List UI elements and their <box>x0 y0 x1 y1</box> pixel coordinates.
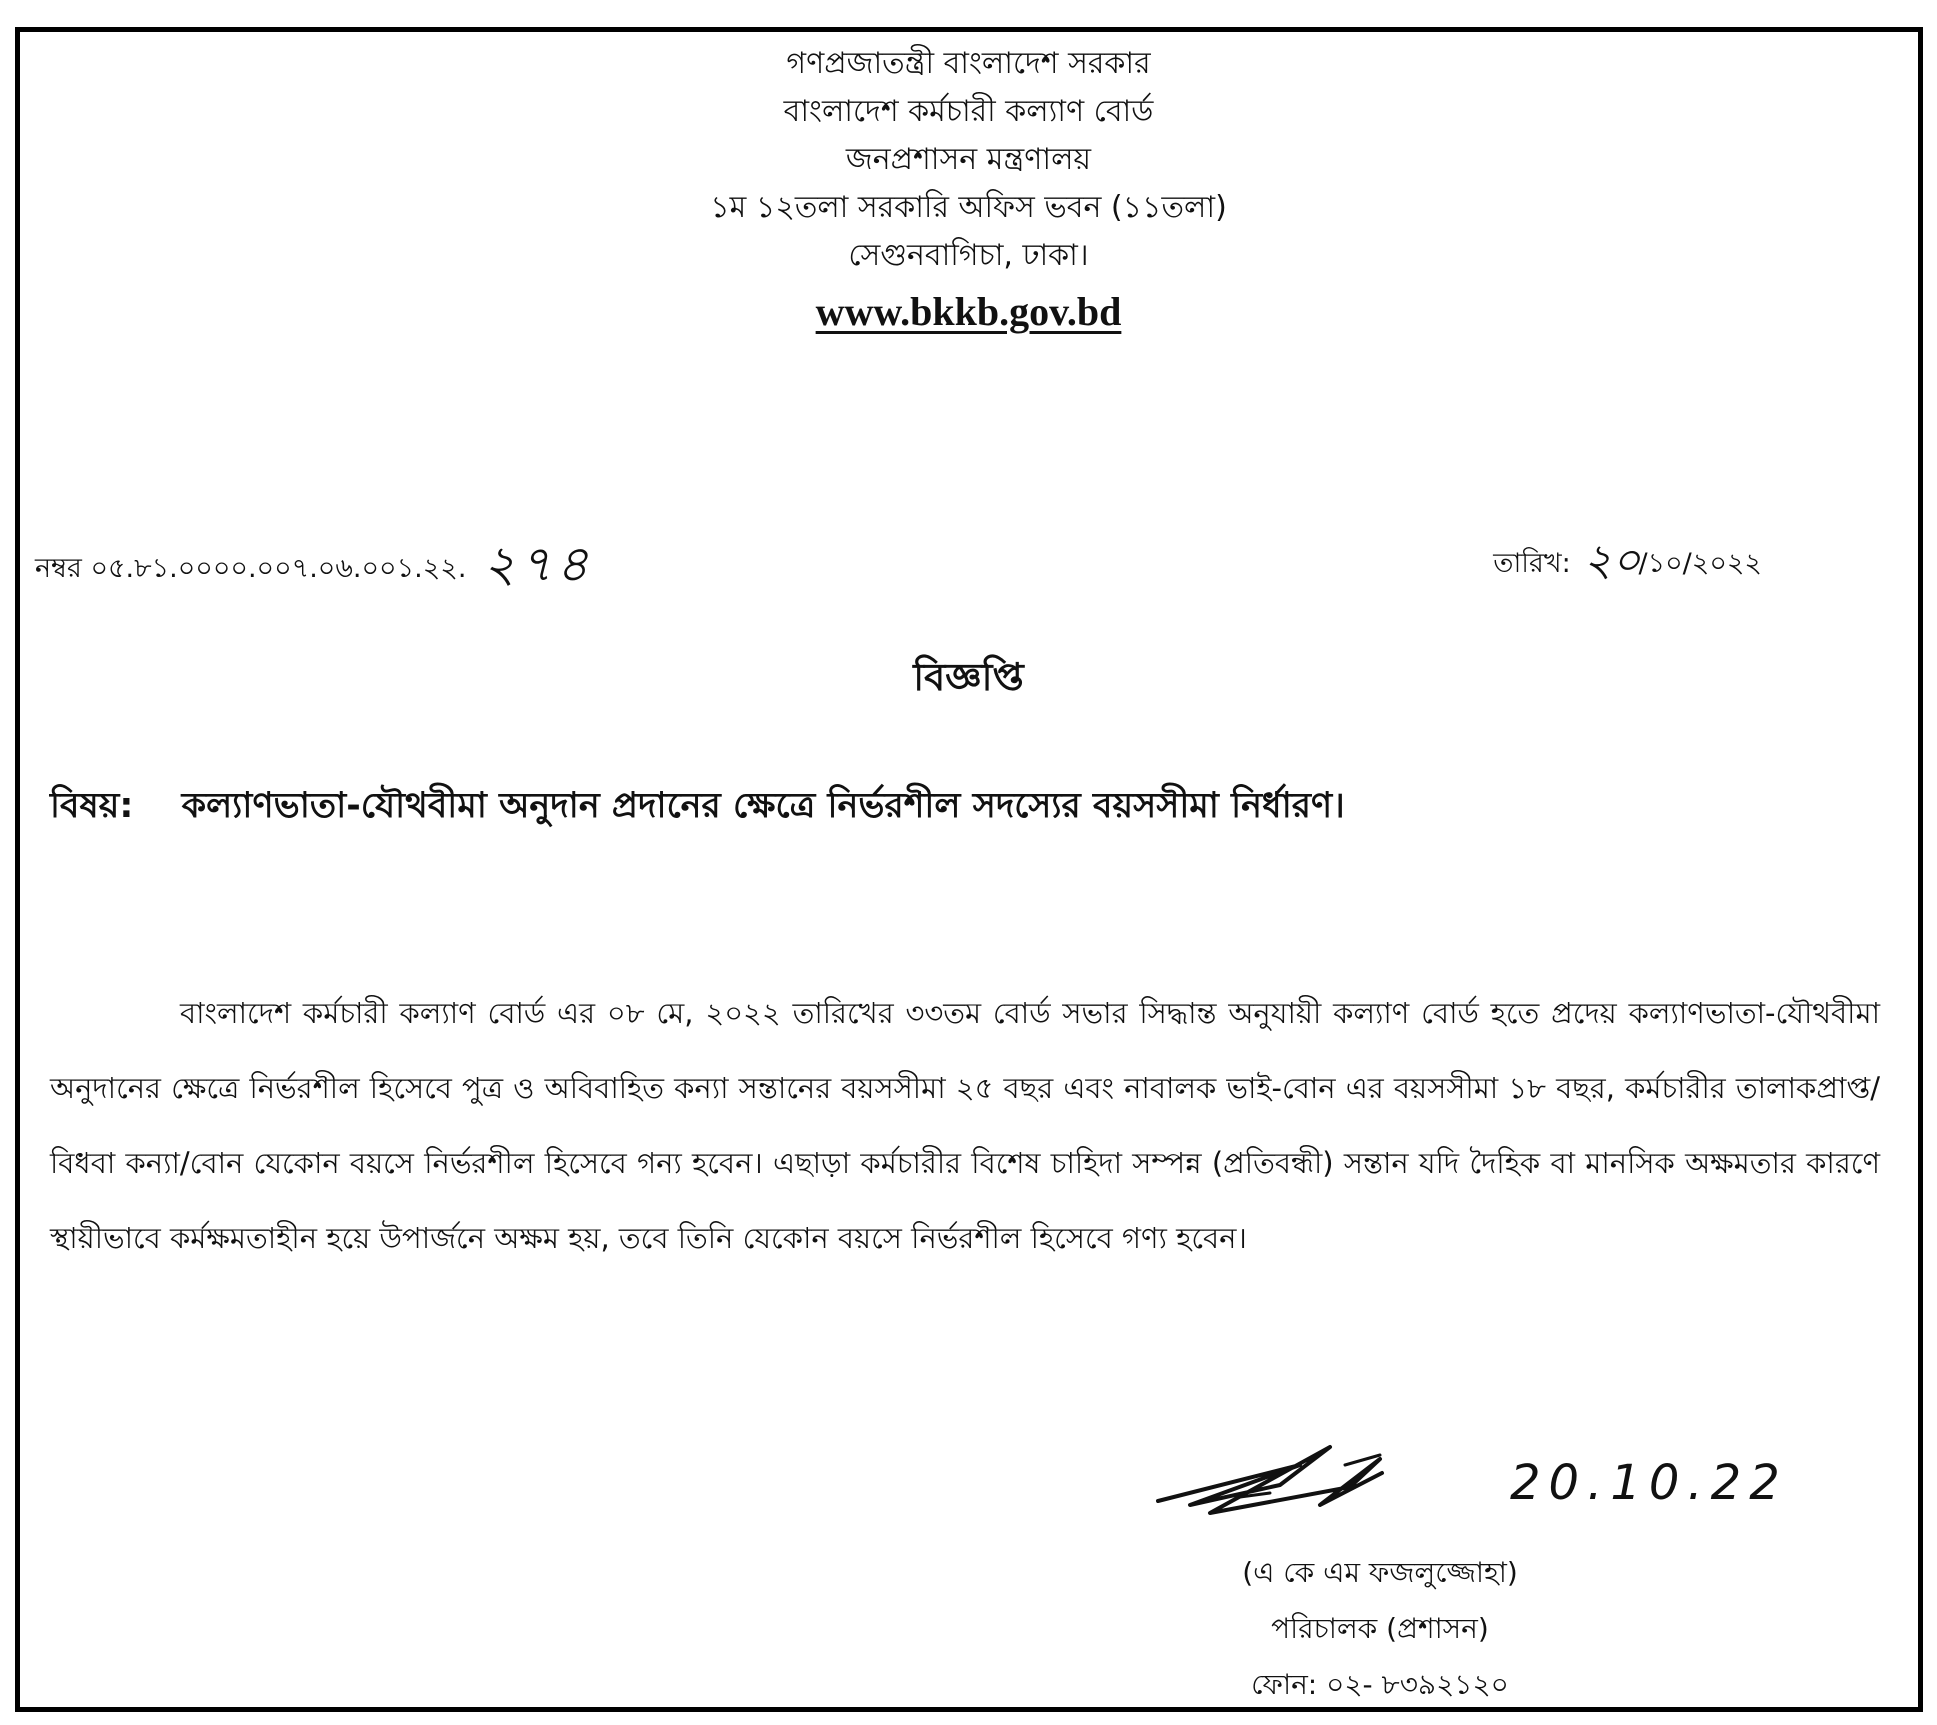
date-day-handwritten: ২০ <box>1583 535 1641 586</box>
government-name: গণপ্রজাতন্ত্রী বাংলাদেশ সরকার <box>786 46 1151 81</box>
date-label: তারিখ: <box>1493 548 1571 579</box>
memo-number-handwritten: ২৭৪ <box>483 535 593 593</box>
subject-label: বিষয়: <box>50 786 134 826</box>
address-line-2: সেগুনবাগিচা, ঢাকা। <box>848 238 1089 273</box>
issue-date <box>1493 527 1762 600</box>
signature-scribble-icon <box>1150 1435 1530 1525</box>
ministry-name: জনপ্রশাসন মন্ত্রণালয় <box>845 142 1092 177</box>
reference-row <box>25 505 1912 593</box>
signatory-designation: পরিচালক (প্রশাসন) <box>1271 1612 1489 1645</box>
letterhead <box>0 40 1937 342</box>
subject-line <box>50 778 1345 837</box>
date-month-year: /১০/২০২২ <box>1638 548 1762 579</box>
signature-block <box>1150 1435 1870 1525</box>
address-line-1: ১ম ১২তলা সরকারি অফিস ভবন (১১তলা) <box>710 190 1227 225</box>
signature-date-handwritten: 20.10.22 <box>1510 1455 1788 1511</box>
signatory-phone: ফোন: ০২- ৮৩৯২১২০ <box>1251 1668 1509 1701</box>
website-link[interactable]: www.bkkb.gov.bd <box>815 289 1122 334</box>
organization-name: বাংলাদেশ কর্মচারী কল্যাণ বোর্ড <box>783 94 1154 129</box>
notice-title: বিজ্ঞপ্তি <box>913 655 1024 699</box>
signatory-details <box>1100 1545 1660 1713</box>
signatory-name: (এ কে এম ফজলুজ্জোহা) <box>1242 1556 1518 1589</box>
subject-text: কল্যাণভাতা-যৌথবীমা অনুদান প্রদানের ক্ষেত্রে নির্ভরশীল সদস্যের বয়সসীমা নির্ধারণ। <box>181 786 1345 826</box>
body-paragraph: বাংলাদেশ কর্মচারী কল্যাণ বোর্ড এর ০৮ মে, ২০২২ তারিখের ৩৩তম বোর্ড সভার সিদ্ধান্ত অনুযায়ী কল্যাণ বোর্ড হতে প্রদেয় কল্যাণভাতা-যৌথবীমা অনুদানের ক্ষেত্রে নির্ভরশীল হিসেবে পুত্র ও অবিবাহিত কন্যা সন্তানের বয়সসীমা ২৫ বছর এবং নাবালক ভাই-বোন এর বয়সসীমা ১৮ বছর, কর্মচারীর তালাকপ্রাপ্ত/বিধবা কন্যা/বোন যেকোন বয়সে নির্ভরশীল হিসেবে গন্য হবেন। এছাড়া কর্মচারীর বিশেষ চাহিদা সম্পন্ন (প্রতিবন্ধী) সন্তান যদি দৈহিক বা মানসিক অক্ষমতার কারণে স্থায়ীভাবে কর্মক্ষমতাহীন হয়ে উপার্জনে অক্ষম হয়, তবে তিনি যেকোন বয়সে নির্ভরশীল হিসেবে গণ্য হবেন। <box>50 996 1880 1255</box>
memo-number <box>35 527 592 610</box>
memo-number-label: নম্বর <box>35 553 82 584</box>
memo-number-printed: ০৫.৮১.০০০০.০০৭.০৬.০০১.২২. <box>90 553 467 584</box>
